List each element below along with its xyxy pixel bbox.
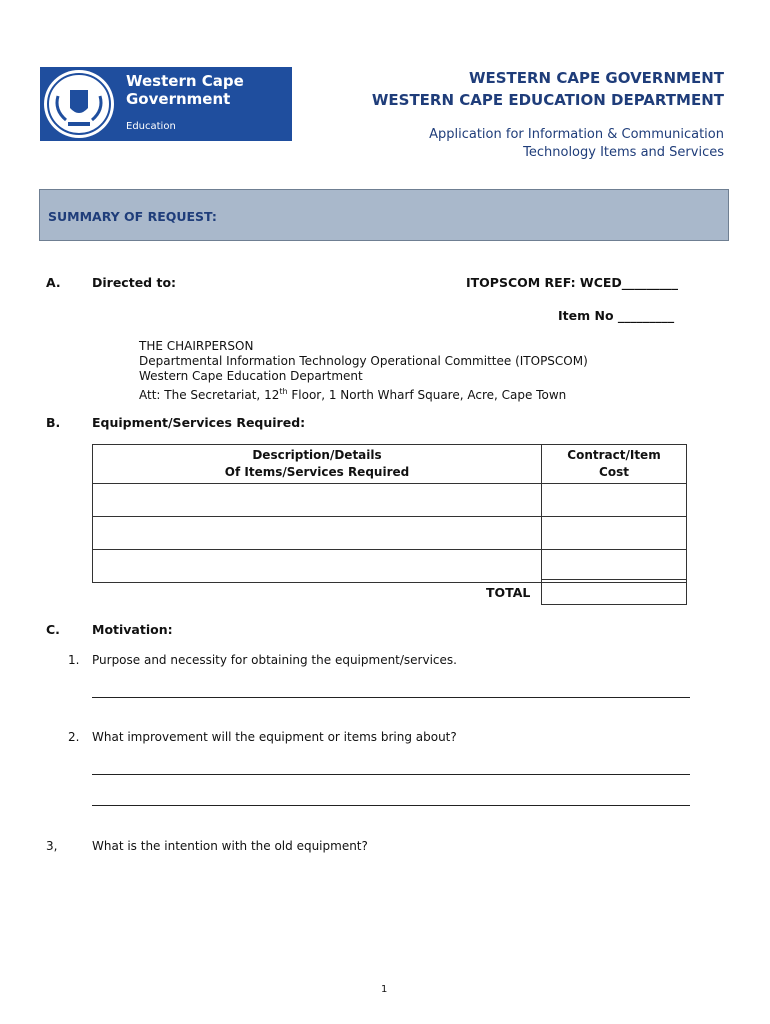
att-superscript: th	[279, 387, 288, 396]
question-improvement: What improvement will the equipment or items bring about?	[92, 730, 457, 744]
description-header-line2: Of Items/Services Required	[224, 465, 410, 479]
summary-bar	[39, 189, 729, 241]
header-government: WESTERN CAPE GOVERNMENT	[468, 69, 724, 87]
application-title-line2: Technology Items and Services	[523, 145, 724, 160]
cost-header-line1: Contract/Item	[567, 448, 661, 462]
section-a-title: Directed to:	[92, 275, 177, 290]
summary-label: SUMMARY OF REQUEST:	[48, 209, 217, 224]
item-no-field[interactable]: Item No _________	[558, 308, 675, 323]
address-line: Western Cape Education Department	[139, 369, 363, 383]
answer-line[interactable]	[92, 697, 690, 698]
total-label: TOTAL	[486, 585, 531, 600]
application-title-line1: Application for Information & Communication	[429, 127, 724, 142]
question-old-equipment: What is the intention with the old equipment?	[92, 839, 368, 853]
description-column-header	[93, 445, 542, 484]
description-cell[interactable]	[93, 550, 542, 583]
logo-title: Western Cape Government	[126, 72, 244, 108]
section-b-title: Equipment/Services Required:	[92, 415, 306, 430]
description-header-line1: Description/Details	[252, 448, 382, 462]
answer-line[interactable]	[92, 805, 690, 806]
section-c-letter: C.	[46, 622, 60, 637]
section-c-title: Motivation:	[92, 622, 173, 637]
answer-line[interactable]	[92, 774, 690, 775]
address-att-line	[139, 384, 588, 403]
table-header-row	[93, 445, 687, 484]
section-b-letter: B.	[46, 415, 61, 430]
question-number: 1.	[68, 653, 80, 667]
total-cost-field[interactable]	[541, 579, 687, 605]
address-line: Departmental Information Technology Operational Committee (ITOPSCOM)	[139, 354, 588, 368]
table-row	[93, 517, 687, 550]
description-cell[interactable]	[93, 484, 542, 517]
question-purpose: Purpose and necessity for obtaining the equipment/services.	[92, 653, 457, 667]
att-suffix: Floor, 1 North Wharf Square, Acre, Cape Town	[287, 388, 567, 402]
question-number: 3,	[46, 839, 58, 853]
cost-cell[interactable]	[542, 484, 687, 517]
table-row	[93, 484, 687, 517]
cost-cell[interactable]	[542, 550, 687, 583]
coat-of-arms-icon	[44, 70, 114, 138]
header-department: WESTERN CAPE EDUCATION DEPARTMENT	[371, 91, 724, 109]
cost-header-line2: Cost	[599, 465, 629, 479]
table-row	[93, 550, 687, 583]
question-number: 2.	[68, 730, 80, 744]
cost-column-header	[542, 445, 687, 484]
att-prefix: Att: The Secretariat, 12	[139, 388, 280, 402]
logo-subtitle: Education	[126, 121, 176, 132]
section-a-letter: A.	[46, 275, 61, 290]
itopscom-ref-field[interactable]: ITOPSCOM REF: WCED_________	[466, 275, 679, 290]
page-number: 1	[381, 984, 388, 995]
address-block	[139, 339, 588, 403]
address-line: THE CHAIRPERSON	[139, 339, 254, 353]
application-title	[324, 126, 724, 162]
equipment-table	[92, 444, 687, 583]
cost-cell[interactable]	[542, 517, 687, 550]
description-cell[interactable]	[93, 517, 542, 550]
